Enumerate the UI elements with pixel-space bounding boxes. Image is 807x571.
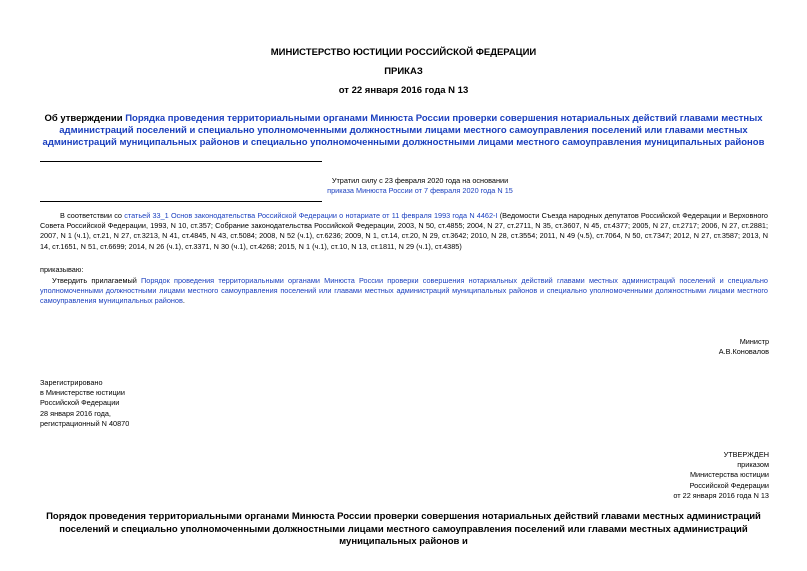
preamble-paragraph (40, 211, 768, 252)
title-link[interactable]: Порядка проведения территориальными органами Минюста России проверки совершения нотариальных действий главами местных администраций поселений и специально уполномоченными должностными лицами местного самоуправления поселений или главами местных администраций муниципальных районов и специально уполномоченными должностными лицами местного самоуправления муниципальных районов (42, 113, 765, 148)
procedure-title: Порядок проведения территориальными органами Минюста России проверки совершения нотариальных действий главами местных администраций поселений и специально уполномоченными должностными лицами местного самоуправления поселений или главами местных администраций муниципальных районов и (46, 511, 761, 547)
registration-block (40, 378, 129, 429)
preamble-lead: В соответствии со (60, 211, 125, 220)
divider-top (40, 161, 322, 162)
signature-position: Министр (739, 337, 769, 346)
ministry-heading: МИНИСТЕРСТВО ЮСТИЦИИ РОССИЙСКОЙ ФЕДЕРАЦИИ (270, 47, 537, 58)
divider-bottom (40, 201, 322, 202)
expired-note (300, 176, 540, 196)
registration-line: в Министерстве юстиции (40, 388, 125, 398)
signature-name: А.В.Коновалов (718, 347, 769, 357)
registration-line: Зарегистрировано (40, 378, 103, 387)
expired-line: Утратил силу с 23 февраля 2020 года на основании (331, 176, 509, 185)
registration-line: 28 января 2016 года, (40, 408, 111, 418)
approve-paragraph (40, 276, 768, 307)
approve-tail: . (182, 296, 185, 306)
registration-line: Российской Федерации (40, 398, 120, 408)
order-word: приказываю: (40, 265, 84, 274)
doc-type-heading: ПРИКАЗ (384, 66, 423, 77)
doc-date-number: от 22 января 2016 года N 13 (338, 85, 469, 96)
preamble-law-link[interactable]: статьей 33_1 Основ законодательства Российской Федерации о нотариате от 11 февраля 1993 года N 4462-I (124, 211, 498, 220)
approved-block (673, 450, 769, 501)
preamble-rest: (Ведомости Съезда народных депутатов Российской Федерации и Верховного Совета Российской Федерации, 1993, N 10, ст.357; Собрание законодательства Российской Федерации, 2003, N 50, ст.4855; 2004, N 27, ст.2711, N 35, ст.3607, N 45, ст.4377; 2005, N 27, ст.2717; 2006, N 27, ст.2881; 2007, N 1 (ч.1), ст.21, N 27, ст.3213, N 41, ст.4845, N 43, ст.5084; 2008, N 52 (ч.1), ст.6236; 2009, N 1, ст.14, ст.20, N 29, ст.3642; 2010, N 28, ст.3554; 2011, N 49 (ч.5), ст.7064, N 50, ст.7347; 2012, N 27, ст.3587; 2013, N 14, ст.1651, N 51, ст.6699; 2014, N 26 (ч.1), ст.3371, N 30 (ч.1), ст.4268; 2015, N 1 (ч.1), ст.10, N 13, ст.1811, N 29 (ч.1), ст.4385) (40, 211, 768, 251)
document-title (40, 113, 767, 149)
approved-line: Российской Федерации (689, 480, 769, 490)
expired-link[interactable]: приказа Минюста России от 7 февраля 2020 года N 15 (327, 186, 513, 195)
approve-lead: Утвердить прилагаемый (52, 276, 142, 285)
approved-line: УТВЕРЖДЕН (723, 450, 769, 459)
registration-line: регистрационный N 40870 (40, 418, 130, 428)
approve-link[interactable]: Порядок проведения территориальными органами Минюста России проверки совершения нотариальных действий главами местных администраций поселений и специально уполномоченными должностными лицами местного самоуправления поселений или главами местных администраций муниципальных районов и специально уполномоченными должностными лицами местного самоуправления муниципальных районов (40, 276, 768, 306)
approved-line: от 22 января 2016 года N 13 (673, 490, 769, 500)
signature-block (719, 337, 769, 357)
title-prefix: Об утверждении (44, 113, 126, 124)
approved-line: Министерства юстиции (689, 470, 769, 480)
approved-line: приказом (737, 460, 769, 470)
